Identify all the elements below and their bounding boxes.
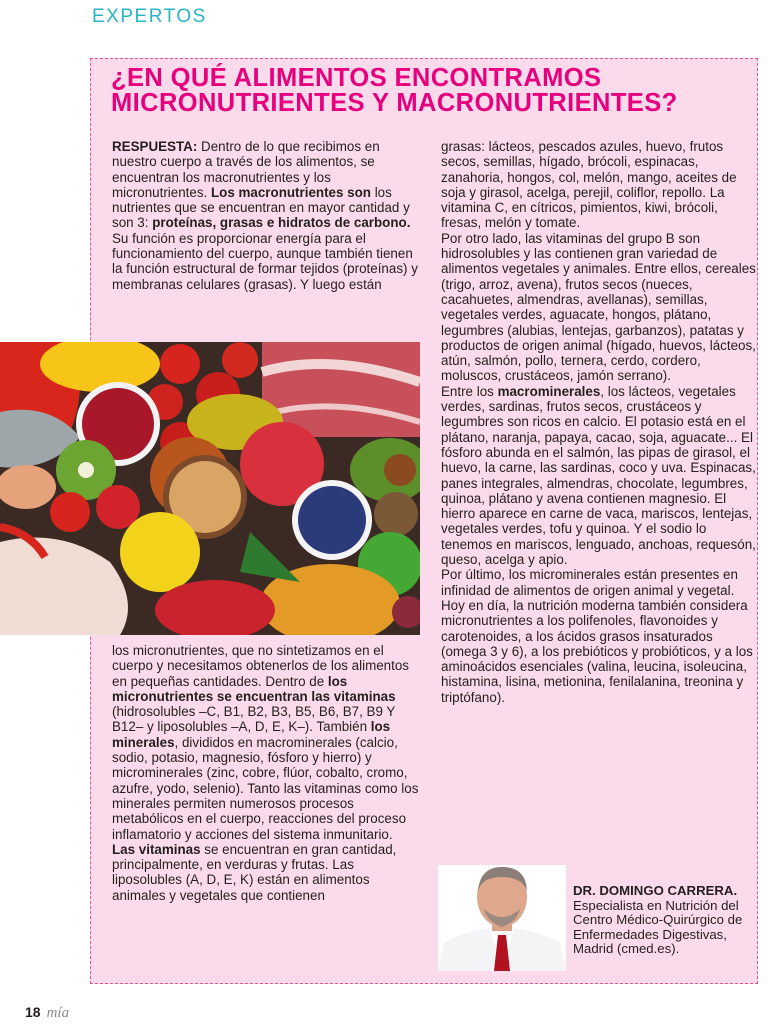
food-illustration: [0, 342, 420, 635]
macros-list-bold: proteínas, grasas e hidratos de carbono.: [152, 215, 411, 231]
expert-bio: [573, 884, 759, 957]
vitamins-text: (hidrosolubles –C, B1, B2, B3, B5, B6, B7, B9 Y B12– y liposolubles –A, D, E, K–). También: [112, 704, 396, 735]
expert-description: Especialista en Nutrición del Centro Médico-Quirúrgico de Enfermedades Digestivas, Madrid (cmed.es).: [573, 897, 743, 957]
expert-name: DR. DOMINGO CARRERA.: [573, 883, 738, 898]
answer-paragraph: [112, 139, 418, 292]
magazine-name: mía: [46, 1005, 70, 1021]
vitamins-sources-text: se encuentran en gran cantidad, principalmente, en verduras y frutas. Las liposolubles (A, D, E, K) están en alimentos animales y vegetales que contienen: [112, 841, 397, 903]
macrominerals-bold: macrominerales: [497, 383, 601, 399]
macrominerals-text: , los lácteos, vegetales verdes, sardinas, frutos secos, crustáceos y legumbres son ricos en calcio. El potasio está en el plátano, naranja, papaya, cacao, soja, aguacate... El fósforo abunda en el salmón, las pipas de girasol, el huevo, la carne, las sardinas, coco y uva. Espinacas, panes integrales, almendras, chocolate, legumbres, quinoa, plátano y avena contienen magnesio. El hierro aparece en carne de vaca, mariscos, lentejas, vegetales verdes, tofu y quinoa. Y el sodio lo tenemos en mariscos, lenguado, anchoas, requesón, queso, acelga y apio.: [441, 383, 756, 568]
macrominerals-intro: Entre los: [441, 383, 498, 399]
micro-text: los micronutrientes, que no sintetizamos en el cuerpo y necesitamos obtenerlos de los alimentos en pequeñas cantidades. Dentro de: [112, 643, 409, 689]
column-2: [441, 139, 757, 705]
page-number: 18: [25, 1004, 41, 1020]
fat-foods-paragraph: grasas: lácteos, pescados azules, huevo, frutos secos, semillas, hígado, brócoli, espinacas, zanahoria, hongos, col, melón, mango, aceites de soja y girasol, acelga, perejil, coliflor, repollo. La vitamina C, en cítricos, pimientos, kiwi, brócoli, fresas, melón y tomate.: [441, 139, 737, 231]
food-photo: [0, 342, 420, 635]
answer-text: Dentro de lo que recibimos en nuestro cuerpo a través de los alimentos, se encuentran los macronutrientes y los micronutrientes.: [112, 139, 380, 200]
micro-bold: los micronutrientes se encuentran las vitaminas: [112, 673, 396, 704]
section-label: EXPERTOS: [92, 6, 207, 27]
micronutrients-paragraph: [112, 643, 422, 842]
article-title: ¿EN QUÉ ALIMENTOS ENCONTRAMOS MICRONUTRIENTES Y MACRONUTRIENTES?: [111, 64, 678, 117]
column-1-top: [112, 139, 418, 292]
vitamins-paragraph: [112, 842, 422, 903]
vitamins-bold: Las vitaminas: [112, 841, 201, 857]
answer-label: RESPUESTA:: [112, 139, 198, 154]
yellow-apple: [120, 512, 200, 592]
modern-nutrition-paragraph: Hoy en día, la nutrición moderna también considera micronutrientes a los polifenoles, flavonoides y carotenoides, a los ácidos grasos insaturados (omega 3 y 6), a los prebióticos y probióticos, y a los aminoácidos esenciales (valina, leucina, isoleucina, histamina, lisina, metionina, fenilalanina, treonina y triptófano).: [441, 597, 753, 705]
expert-portrait: [438, 865, 566, 971]
microminerals-paragraph: Por último, los microminerales están presentes en infinidad de alimentos de origen animal y vegetal.: [441, 567, 738, 598]
function-text: Su función es proporcionar energía para el funcionamiento del cuerpo, aunque también tienen la función estructural de formar tejidos (proteínas) y membranas celulares (grasas). Y luego están: [112, 230, 418, 292]
vitamin-b-paragraph: Por otro lado, las vitaminas del grupo B son hidrosolubles y las contienen gran variedad de alimentos vegetales y animales. Entre ellos, cereales (trigo, arroz, avena), frutos secos (nueces, cacahuetes, almendras, avellanas), semillas, vegetales verdes, aguacate, hongos, plátano, legumbres (alubias, lentejas, garbanzos), patatas y productos de origen animal (hígado, huevos, lácteos, atún, salmón, pollo, ternera, cerdo, cordero, moluscos, crustáceos, jamón serrano).: [441, 230, 756, 384]
column-1-bottom: [112, 643, 422, 903]
macro-text: los nutrientes que se encuentran en mayor cantidad y son 3:: [112, 184, 410, 231]
minerals-bold: los minerales: [112, 719, 391, 750]
macro-bold: Los macronutrientes son: [210, 184, 371, 200]
page-footer: [25, 1004, 69, 1022]
macrominerals-paragraph: [441, 384, 757, 568]
minerals-text: , divididos en macrominerales (calcio, sodio, potasio, magnesio, fósforo y hierro) y microminerales (zinc, cobre, flúor, cobalto, cromo, azufre, yodo, selenio). Tanto las vitaminas como los minerales permiten numerosos procesos metabólicos en el cuerpo, reacciones del proceso inflamatorio y acciones del sistema inmunitario.: [112, 734, 419, 842]
blueberry-bowl: [298, 486, 366, 554]
expert-photo: [438, 865, 566, 971]
